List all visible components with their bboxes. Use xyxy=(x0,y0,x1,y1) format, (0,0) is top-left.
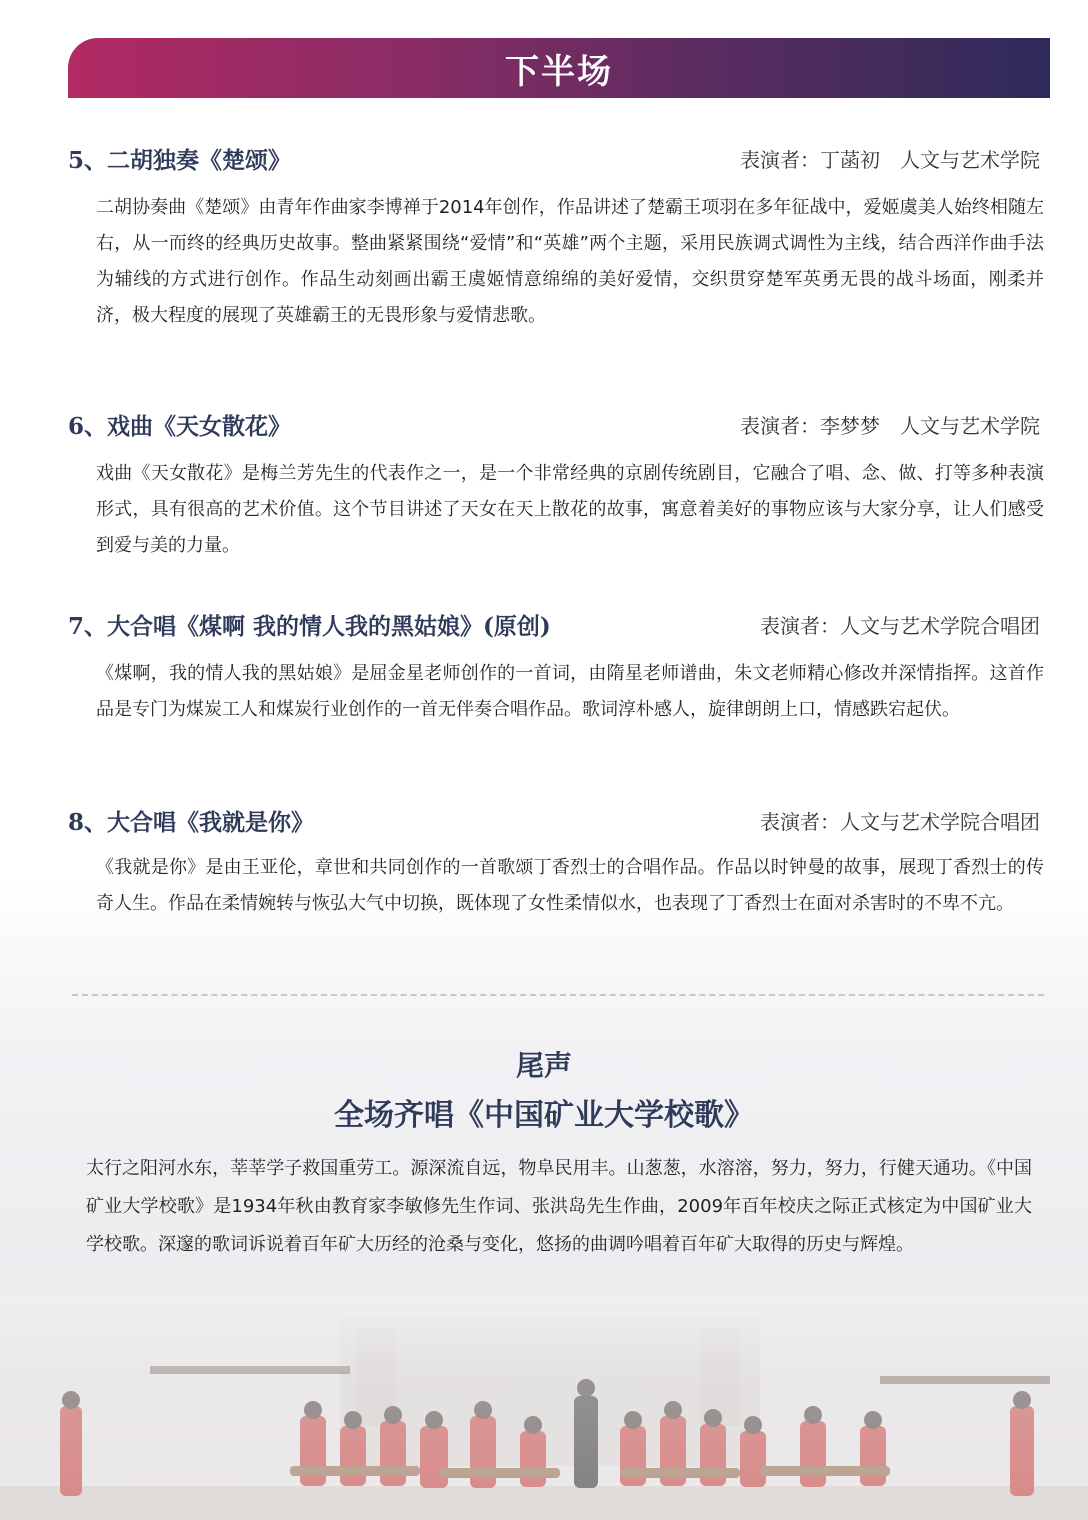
program-item-performer: 表演者：人文与艺术学院合唱团 xyxy=(760,809,1040,834)
performance-photo xyxy=(0,1296,1088,1520)
program-item-header xyxy=(68,800,1040,840)
section-divider xyxy=(72,994,1044,996)
program-item-title: 5、二胡独奏《楚颂》 xyxy=(68,146,292,174)
program-item-header xyxy=(68,604,1040,644)
program-item-performer: 表演者：丁菡初 人文与艺术学院 xyxy=(740,147,1040,172)
coda-subtitle: 全场齐唱《中国矿业大学校歌》 xyxy=(334,1098,754,1133)
coda-title: 尾声 xyxy=(515,1049,572,1082)
section-banner xyxy=(68,38,1050,98)
coda-description: 太行之阳河水东，莘莘学子救国重劳工。源深流自远，物阜民用丰。山葱葱，水溶溶，努力，努力，行健天通功。《中国矿业大学校歌》是1934年秋由教育家李敏修先生作词、张洪岛先生作曲，2009年百年校庆之际正式核定为中国矿业大学校歌。深邃的歌词诉说着百年矿大历经的沧桑与变化，悠扬的曲调吟唱着百年矿大取得的历史与辉煌。 xyxy=(86,1158,1032,1255)
program-item-performer: 表演者：人文与艺术学院合唱团 xyxy=(760,613,1040,638)
program-item-performer: 表演者：李梦梦 人文与艺术学院 xyxy=(740,413,1040,438)
program-item-title: 7、大合唱《煤啊 我的情人我的黑姑娘》(原创) xyxy=(68,612,551,640)
program-item-description: 戏曲《天女散花》是梅兰芳先生的代表作之一，是一个非常经典的京剧传统剧目，它融合了唱、念、做、打等多种表演形式，具有很高的艺术价值。这个节目讲述了天女在天上散花的故事，寓意着美好的事物应该与大家分享，让人们感受到爱与美的力量。 xyxy=(96,463,1044,556)
program-item-header xyxy=(68,138,1040,178)
section-title: 下半场 xyxy=(505,51,613,92)
program-item-description: 《我就是你》是由王亚伦，章世和共同创作的一首歌颂丁香烈士的合唱作品。作品以时钟曼的故事，展现丁香烈士的传奇人生。作品在柔情婉转与恢弘大气中切换，既体现了女性柔情似水，也表现了丁香烈士在面对杀害时的不卑不亢。 xyxy=(96,857,1044,914)
program-item-title: 8、大合唱《我就是你》 xyxy=(68,808,315,836)
program-item-title: 6、戏曲《天女散花》 xyxy=(68,412,292,440)
program-item-description: 二胡协奏曲《楚颂》由青年作曲家李博禅于2014年创作，作品讲述了楚霸王项羽在多年征战中，爱姬虞美人始终相随左右，从一而终的经典历史故事。整曲紧紧围绕“爱情”和“英雄”两个主题，采用民族调式调性为主线，结合西洋作曲手法为辅线的方式进行创作。作品生动刻画出霸王虞姬情意绵绵的美好爱情，交织贯穿楚军英勇无畏的战斗场面，刚柔并济，极大程度的展现了英雄霸王的无畏形象与爱情悲歌。 xyxy=(96,197,1044,326)
program-item-description: 《煤啊，我的情人我的黑姑娘》是屈金星老师创作的一首词，由隋星老师谱曲，朱文老师精心修改并深情指挥。这首作品是专门为煤炭工人和煤炭行业创作的一首无伴奏合唱作品。歌词淳朴感人，旋律朗朗上口，情感跌宕起伏。 xyxy=(96,663,1044,720)
program-item-header xyxy=(68,404,1040,444)
